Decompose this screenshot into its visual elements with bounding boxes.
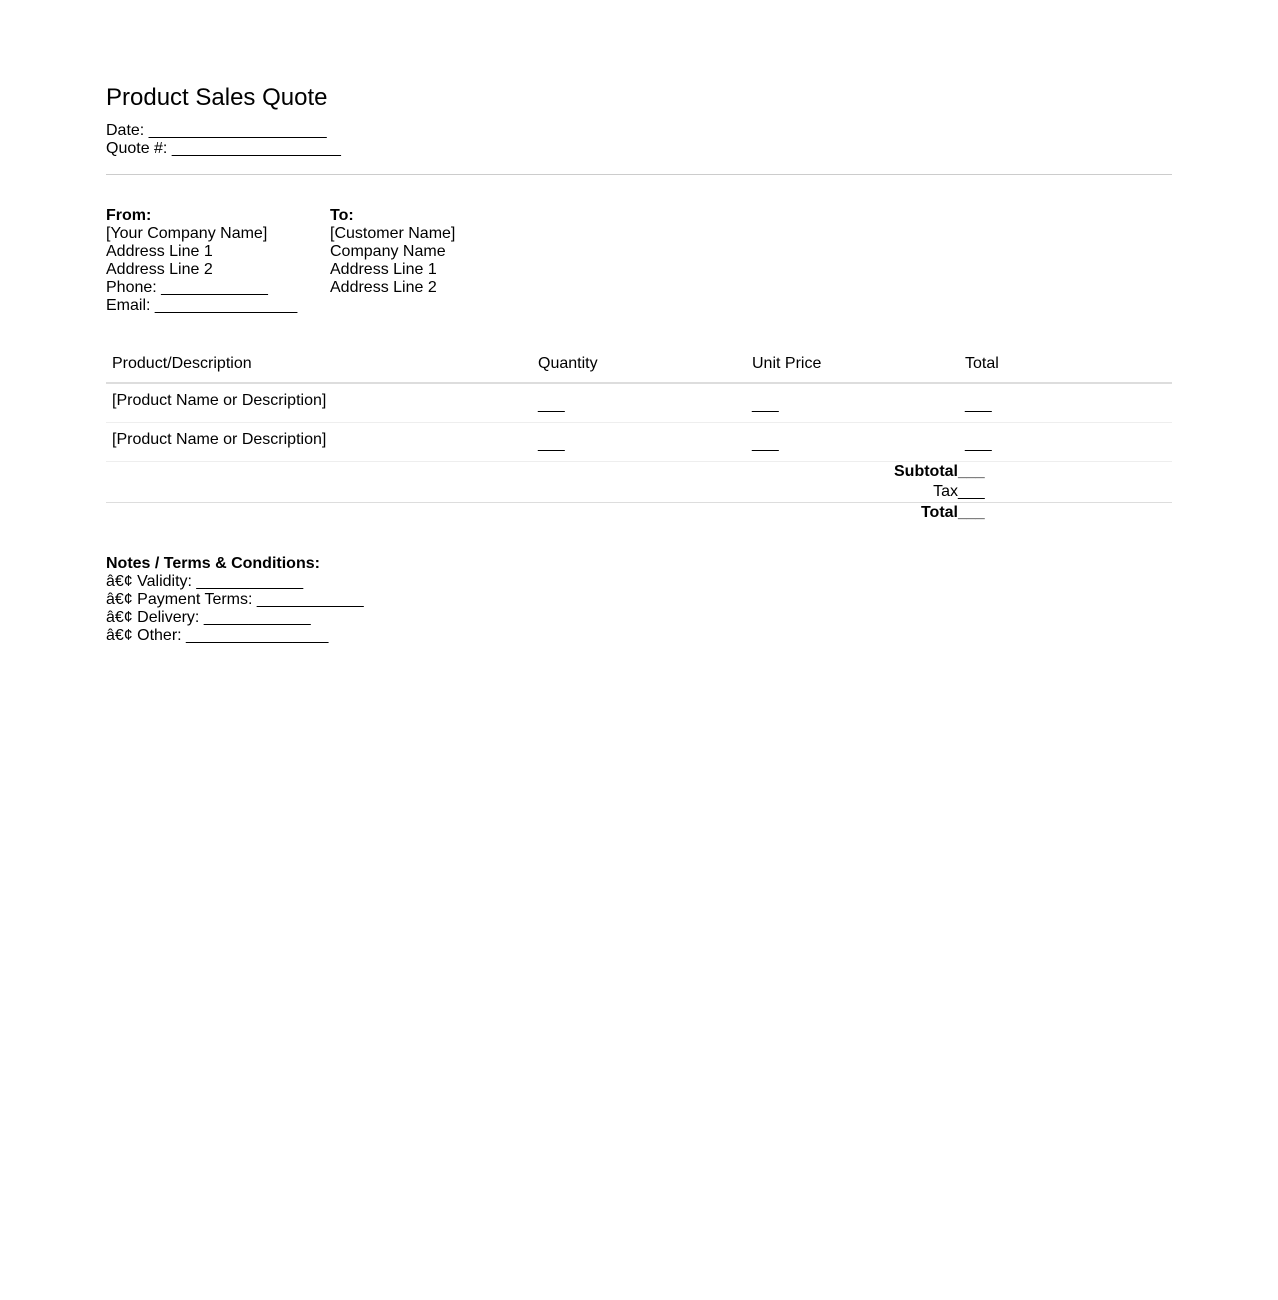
tax-value: ___ bbox=[958, 483, 985, 500]
notes-section bbox=[106, 555, 1172, 645]
note-item: â€¢ Other: ________________ bbox=[106, 627, 329, 644]
from-line: [Your Company Name] bbox=[106, 225, 268, 242]
total-cell: ___ bbox=[959, 423, 1172, 462]
to-block bbox=[330, 207, 554, 315]
tax-row bbox=[106, 482, 1172, 502]
note-item: â€¢ Validity: ____________ bbox=[106, 573, 304, 590]
from-line: Email: ________________ bbox=[106, 297, 298, 314]
unit-price-cell: ___ bbox=[746, 423, 959, 462]
totals-block bbox=[106, 462, 1172, 503]
column-header: Unit Price bbox=[746, 347, 959, 383]
total-value: ___ bbox=[958, 504, 985, 521]
subtotal-row bbox=[106, 462, 1172, 482]
quantity-cell: ___ bbox=[532, 423, 746, 462]
from-line: Address Line 2 bbox=[106, 261, 213, 278]
from-block bbox=[106, 207, 330, 315]
total-row bbox=[106, 503, 1172, 523]
column-header: Quantity bbox=[532, 347, 746, 383]
subtotal-label: Subtotal bbox=[894, 463, 958, 480]
to-line: [Customer Name] bbox=[330, 225, 456, 242]
line-items-table bbox=[106, 347, 1172, 462]
note-item: â€¢ Delivery: ____________ bbox=[106, 609, 311, 626]
to-heading: To: bbox=[330, 207, 354, 224]
page-title: Product Sales Quote bbox=[106, 84, 328, 111]
divider bbox=[106, 174, 1172, 175]
product-cell: [Product Name or Description] bbox=[106, 383, 532, 423]
to-line: Address Line 2 bbox=[330, 279, 437, 296]
unit-price-cell: ___ bbox=[746, 383, 959, 423]
from-line: Phone: ____________ bbox=[106, 279, 268, 296]
quantity-cell: ___ bbox=[532, 383, 746, 423]
date-field: Date: ____________________ bbox=[106, 122, 327, 139]
from-heading: From: bbox=[106, 207, 152, 224]
column-header: Total bbox=[959, 347, 1172, 383]
to-line: Address Line 1 bbox=[330, 261, 437, 278]
parties bbox=[106, 207, 1172, 315]
table-header-row bbox=[106, 347, 1172, 383]
product-cell: [Product Name or Description] bbox=[106, 423, 532, 462]
table-row bbox=[106, 383, 1172, 423]
total-label: Total bbox=[920, 504, 958, 521]
to-line: Company Name bbox=[330, 243, 446, 260]
from-line: Address Line 1 bbox=[106, 243, 213, 260]
table-row bbox=[106, 423, 1172, 462]
total-cell: ___ bbox=[959, 383, 1172, 423]
quote-document bbox=[106, 84, 1172, 645]
column-header: Product/Description bbox=[106, 347, 532, 383]
subtotal-value: ___ bbox=[958, 463, 985, 480]
notes-heading: Notes / Terms & Conditions: bbox=[106, 555, 320, 572]
tax-label: Tax bbox=[933, 483, 958, 500]
note-item: â€¢ Payment Terms: ____________ bbox=[106, 591, 364, 608]
quote-number-field: Quote #: ___________________ bbox=[106, 140, 341, 157]
